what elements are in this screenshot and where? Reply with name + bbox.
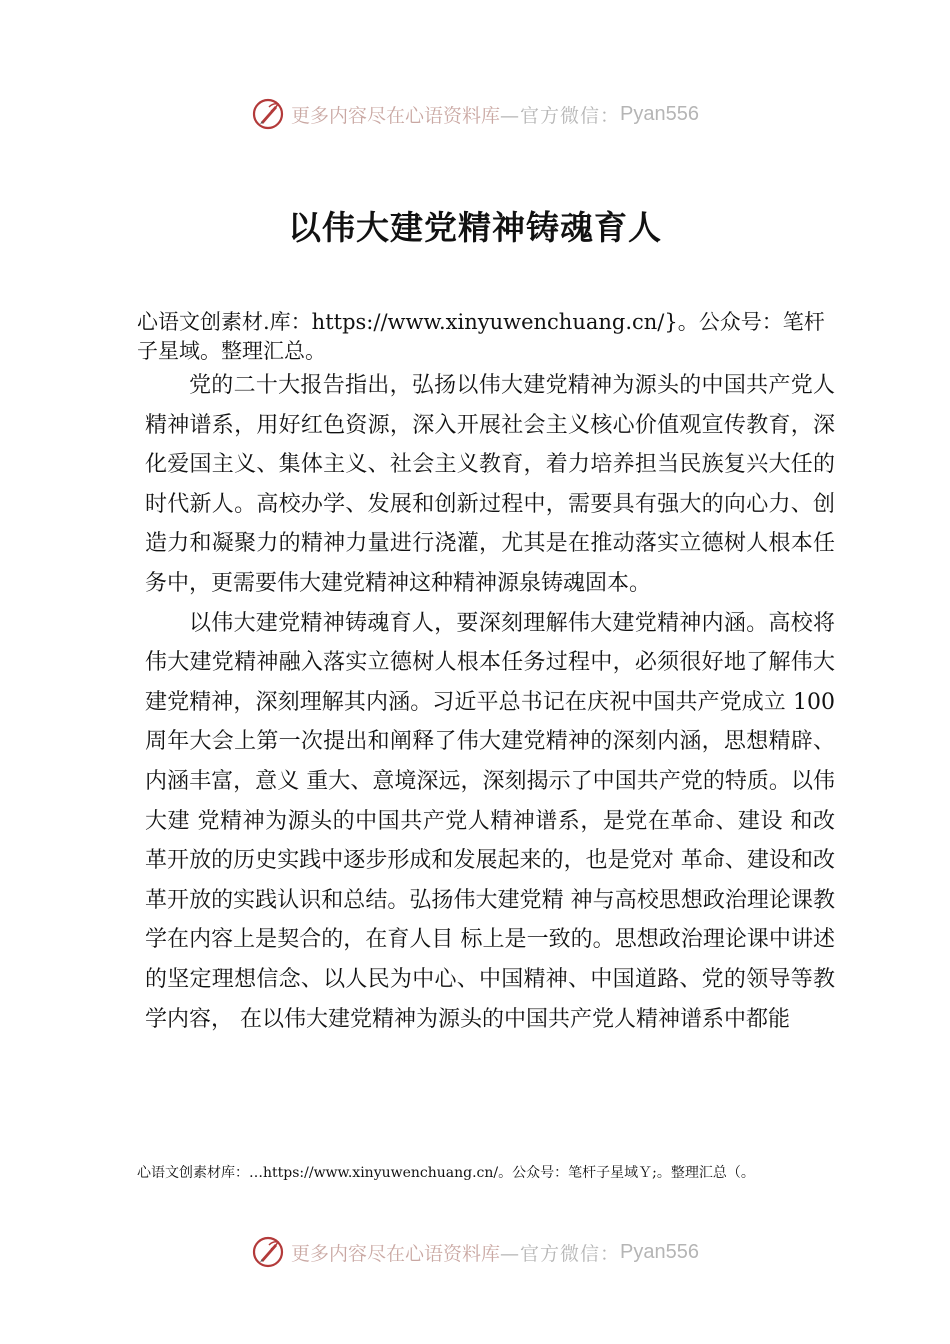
banner-slogan: 更多内容尽在心语资料库	[291, 104, 501, 127]
paragraph-2: 以伟大建党精神铸魂育人，要深刻理解伟大建党精神内涵。高校将伟大建党精神融入落实立德树人根本任务过程中，必须很好地了解伟大建党精神，深刻理解其内涵。习近平总书记在庆祝中国共产党成立 100 周年大会上第一次提出和阐释了伟大建党精神的深刻内涵，思想精辟、内涵丰富，意义 重大、意境深远，深刻揭示了中国共产党的特质。以伟大建 党精神为源头的中国共产党人精神谱系，是党在革命、建设 和改革开放的历史实践中逐步形成和发展起来的，也是党对 革命、建设和改革开放的实践认识和总结。弘扬伟大建党精 神与高校思想政治理论课教学在内容上是契合的，在育人目 标上是一致的。思想政治理论课中讲述的坚定理想信念、以人民为中心、中国精神、中国道路、党的领导等教学内容， 在以伟大建党精神为源头的中国共产党人精神谱系中都能	[145, 610, 835, 1032]
banner-wechat-id: Pyan556	[620, 1240, 699, 1263]
quill-pen-logo-icon	[251, 97, 285, 131]
banner-wechat-label: —官方微信：	[500, 1242, 621, 1265]
document-body	[145, 366, 835, 1039]
footer-banner	[0, 1232, 950, 1272]
document-title: 以伟大建党精神铸魂育人	[288, 208, 662, 247]
source-line: 心语文创素材.库：https://www.xinyuwenchuang.cn/}。公众号：笔杆子星域。整理汇总。	[137, 310, 825, 363]
quill-pen-logo-icon	[251, 1235, 285, 1269]
header-banner	[0, 94, 950, 134]
footer-note: 心语文创素材库：…https://www.xinyuwenchuang.cn/。公众号：笔杆子星域Ｙ;。整理汇总（。	[137, 1165, 755, 1181]
paragraph-1: 党的二十大报告指出，弘扬以伟大建党精神为源头的中国共产党人精神谱系，用好红色资源，深入开展社会主义核心价值观宣传教育，深化爱国主义、集体主义、社会主义教育，着力培养担当民族复兴大任的时代新人。高校办学、发展和创新过程中，需要具有强大的向心力、创造力和凝聚力的精神力量进行浇灌，尤其是在推动落实立德树人根本任务中，更需要伟大建党精神这种精神源泉铸魂固本。	[145, 373, 835, 596]
banner-slogan: 更多内容尽在心语资料库	[291, 1242, 501, 1265]
banner-wechat-label: —官方微信：	[500, 104, 621, 127]
banner-wechat-id: Pyan556	[620, 102, 699, 125]
